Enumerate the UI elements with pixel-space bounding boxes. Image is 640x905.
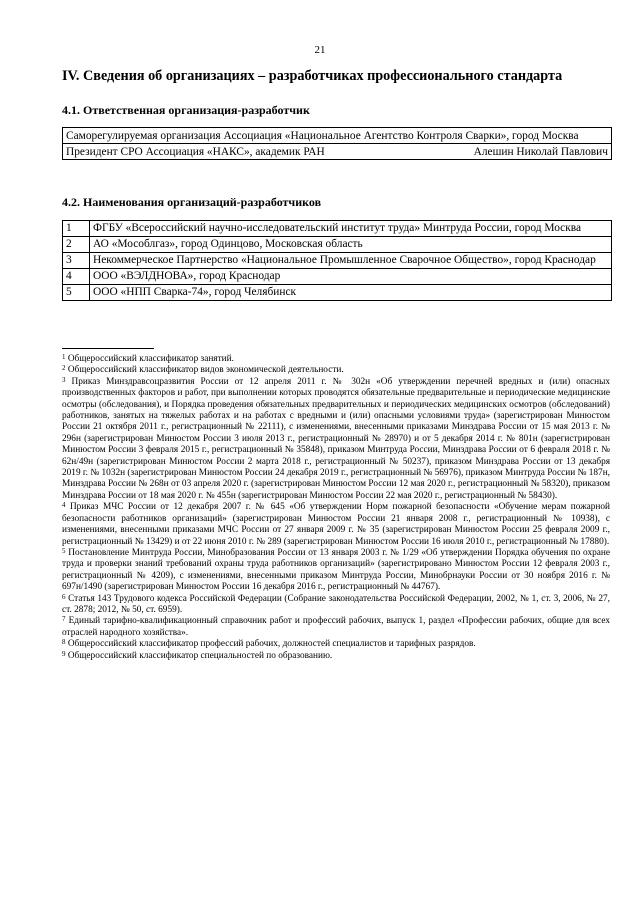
row-number: 4 <box>63 269 90 285</box>
organization-name: ООО «НПП Сварка-74», город Челябинск <box>90 285 612 301</box>
footnote-mark: 9 <box>62 649 66 658</box>
footnote-mark: 6 <box>62 592 66 601</box>
footnote-text: Единый тарифно-квалификационный справочник работ и профессий рабочих, выпуск 1, раздел «Профессии рабочих, общие для всех отраслей народного хозяйства». <box>62 616 610 638</box>
footnote-text: Приказ Минздравсоцразвития России от 12 апреля 2011 г. № 302н «Об утверждении перечней вредных и (или) опасных производственных факторов и работ, при выполнении которых проводятся обязательные предварительные и периодические медицинские осмотры (обследования), и Порядка проведения обязательных предварительных и периодических медицинских осмотров (обследований) работников, занятых на тяжелых работах и на работах с вредными и (или) опасными условиями труда» (зарегистрирован Минюстом России 21 октября 2011 г., регистрационный № 22111), с изменениями, внесенными приказами Минздрава России от 15 мая 2013 г. № 296н (зарегистрирован Минюстом России 3 июля 2013 г., регистрационный № 28970) и от 5 декабря 2014 г. № 801н (зарегистрирован Минюстом России 3 февраля 2015 г., регистрационный № 35848), приказом Минтруда России, Минздрава России от 6 февраля 2018 г. № 62н/49н (зарегистрирован Минюстом России 2 марта 2018 г., регистрационный № 50237), приказом Минздрава России от 13 декабря 2019 г. № 1032н (зарегистрирован Минюстом России 24 декабря 2019 г., регистрационный № 56976), приказом Минтруда России № 187н, Минздрава России № 268н от 03 апреля 2020 г. (зарегистрирован Минюстом России 12 мая 2020 г., регистрационный № 58320), приказом Минздрава России от 18 мая 2020 г. № 455н (зарегистрирован Минюстом России 22 мая 2020 г., регистрационный № 58430). <box>62 376 610 501</box>
table-row <box>63 269 612 285</box>
table-row <box>63 144 612 160</box>
subsection-1-title: 4.1. Ответственная организация-разработчик <box>62 103 310 117</box>
table-row <box>63 221 612 237</box>
footnote <box>62 651 610 662</box>
footnote-mark: 7 <box>62 615 66 624</box>
footnote-mark: 3 <box>62 375 66 384</box>
page-number: 21 <box>314 44 326 56</box>
footnote <box>62 616 610 639</box>
footnote-mark: 4 <box>62 501 66 510</box>
head-cell <box>63 144 612 160</box>
footnote-text: Статья 143 Трудового кодекса Российской Федерации (Собрание законодательства Российской Федерации, 2002, № 1, ст. 3, 2006, № 27, ст. 2878; 2012, № 50, ст. 6959). <box>62 593 610 615</box>
responsible-organization-table <box>62 127 612 160</box>
table-row <box>63 285 612 301</box>
table-row <box>63 253 612 269</box>
footnote <box>62 502 610 548</box>
footnote-separator <box>62 348 154 349</box>
section-title: IV. Сведения об организациях – разработчиках профессионального стандарта <box>62 68 563 84</box>
row-number: 2 <box>63 237 90 253</box>
organization-name-cell: Саморегулируемая организация Ассоциация «Национальное Агентство Контроля Сварки», город Москва <box>63 128 612 144</box>
footnote-text: Общероссийский классификатор профессий рабочих, должностей специалистов и тарифных разрядов. <box>65 639 476 650</box>
footnote-mark: 5 <box>62 546 66 555</box>
head-position: Президент СРО Ассоциация «НАКС», академик РАН <box>66 146 325 158</box>
footnote-mark: 8 <box>62 638 66 647</box>
footnote-text: Постановление Минтруда России, Минобразования России от 13 января 2003 г. № 1/29 «Об утверждении Порядка обучения по охране труда и проверки знаний требований охраны труда работников организаций» (зарегистрировано Минюстом России 12 февраля 2003 г., регистрационный № 4209), с изменениями, внесенными приказом Минтруда России, Минобрнауки России от 30 ноября 2016 г. № 697н/1490 (зарегистрирован Минюстом России 16 декабря 2016 г., регистрационный № 44767). <box>62 547 610 593</box>
subsection-2-title: 4.2. Наименования организаций-разработчиков <box>62 195 322 209</box>
footnote <box>62 365 610 376</box>
footnote <box>62 354 610 365</box>
footnote <box>62 639 610 650</box>
row-number: 1 <box>63 221 90 237</box>
head-name: Алешин Николай Павлович <box>473 146 608 158</box>
footnote-mark: 1 <box>62 353 66 361</box>
footnote-text: Общероссийский классификатор занятий. <box>65 354 234 364</box>
organization-name: ФГБУ «Всероссийский научно-исследовательский институт труда» Минтруда России, город Москва <box>90 221 612 237</box>
organization-name: Некоммерческое Партнерство «Национальное Промышленное Сварочное Общество», город Краснодар <box>90 253 612 269</box>
organization-name: АО «Мособлгаз», город Одинцово, Московская область <box>90 237 612 253</box>
row-number: 5 <box>63 285 90 301</box>
footnotes <box>62 354 610 662</box>
footnote <box>62 377 610 502</box>
table-row <box>63 128 612 144</box>
developers-table <box>62 220 612 301</box>
footnote-text: Общероссийский классификатор видов экономической деятельности. <box>65 365 344 376</box>
table-row <box>63 237 612 253</box>
footnote <box>62 548 610 594</box>
row-number: 3 <box>63 253 90 269</box>
footnote-text: Приказ МЧС России от 12 декабря 2007 г. № 645 «Об утверждении Норм пожарной безопасности «Обучение мерам пожарной безопасности работников организаций» (зарегистрирован Минюстом России 21 января 2008 г., регистрационный № 10938), с изменениями, внесенными приказами МЧС России от 27 января 2009 г. № 35 (зарегистрирован Минюстом России 25 февраля 2009 г., регистрационный № 13429) и от 22 июня 2010 г. № 289 (зарегистрирован Минюстом России 16 июля 2010 г., регистрационный № 17880). <box>62 502 610 547</box>
footnote <box>62 594 610 617</box>
footnote-text: Общероссийский классификатор специальностей по образованию. <box>65 650 333 661</box>
organization-name: ООО «ВЭЛДНОВА», город Краснодар <box>90 269 612 285</box>
footnote-mark: 2 <box>62 364 66 373</box>
